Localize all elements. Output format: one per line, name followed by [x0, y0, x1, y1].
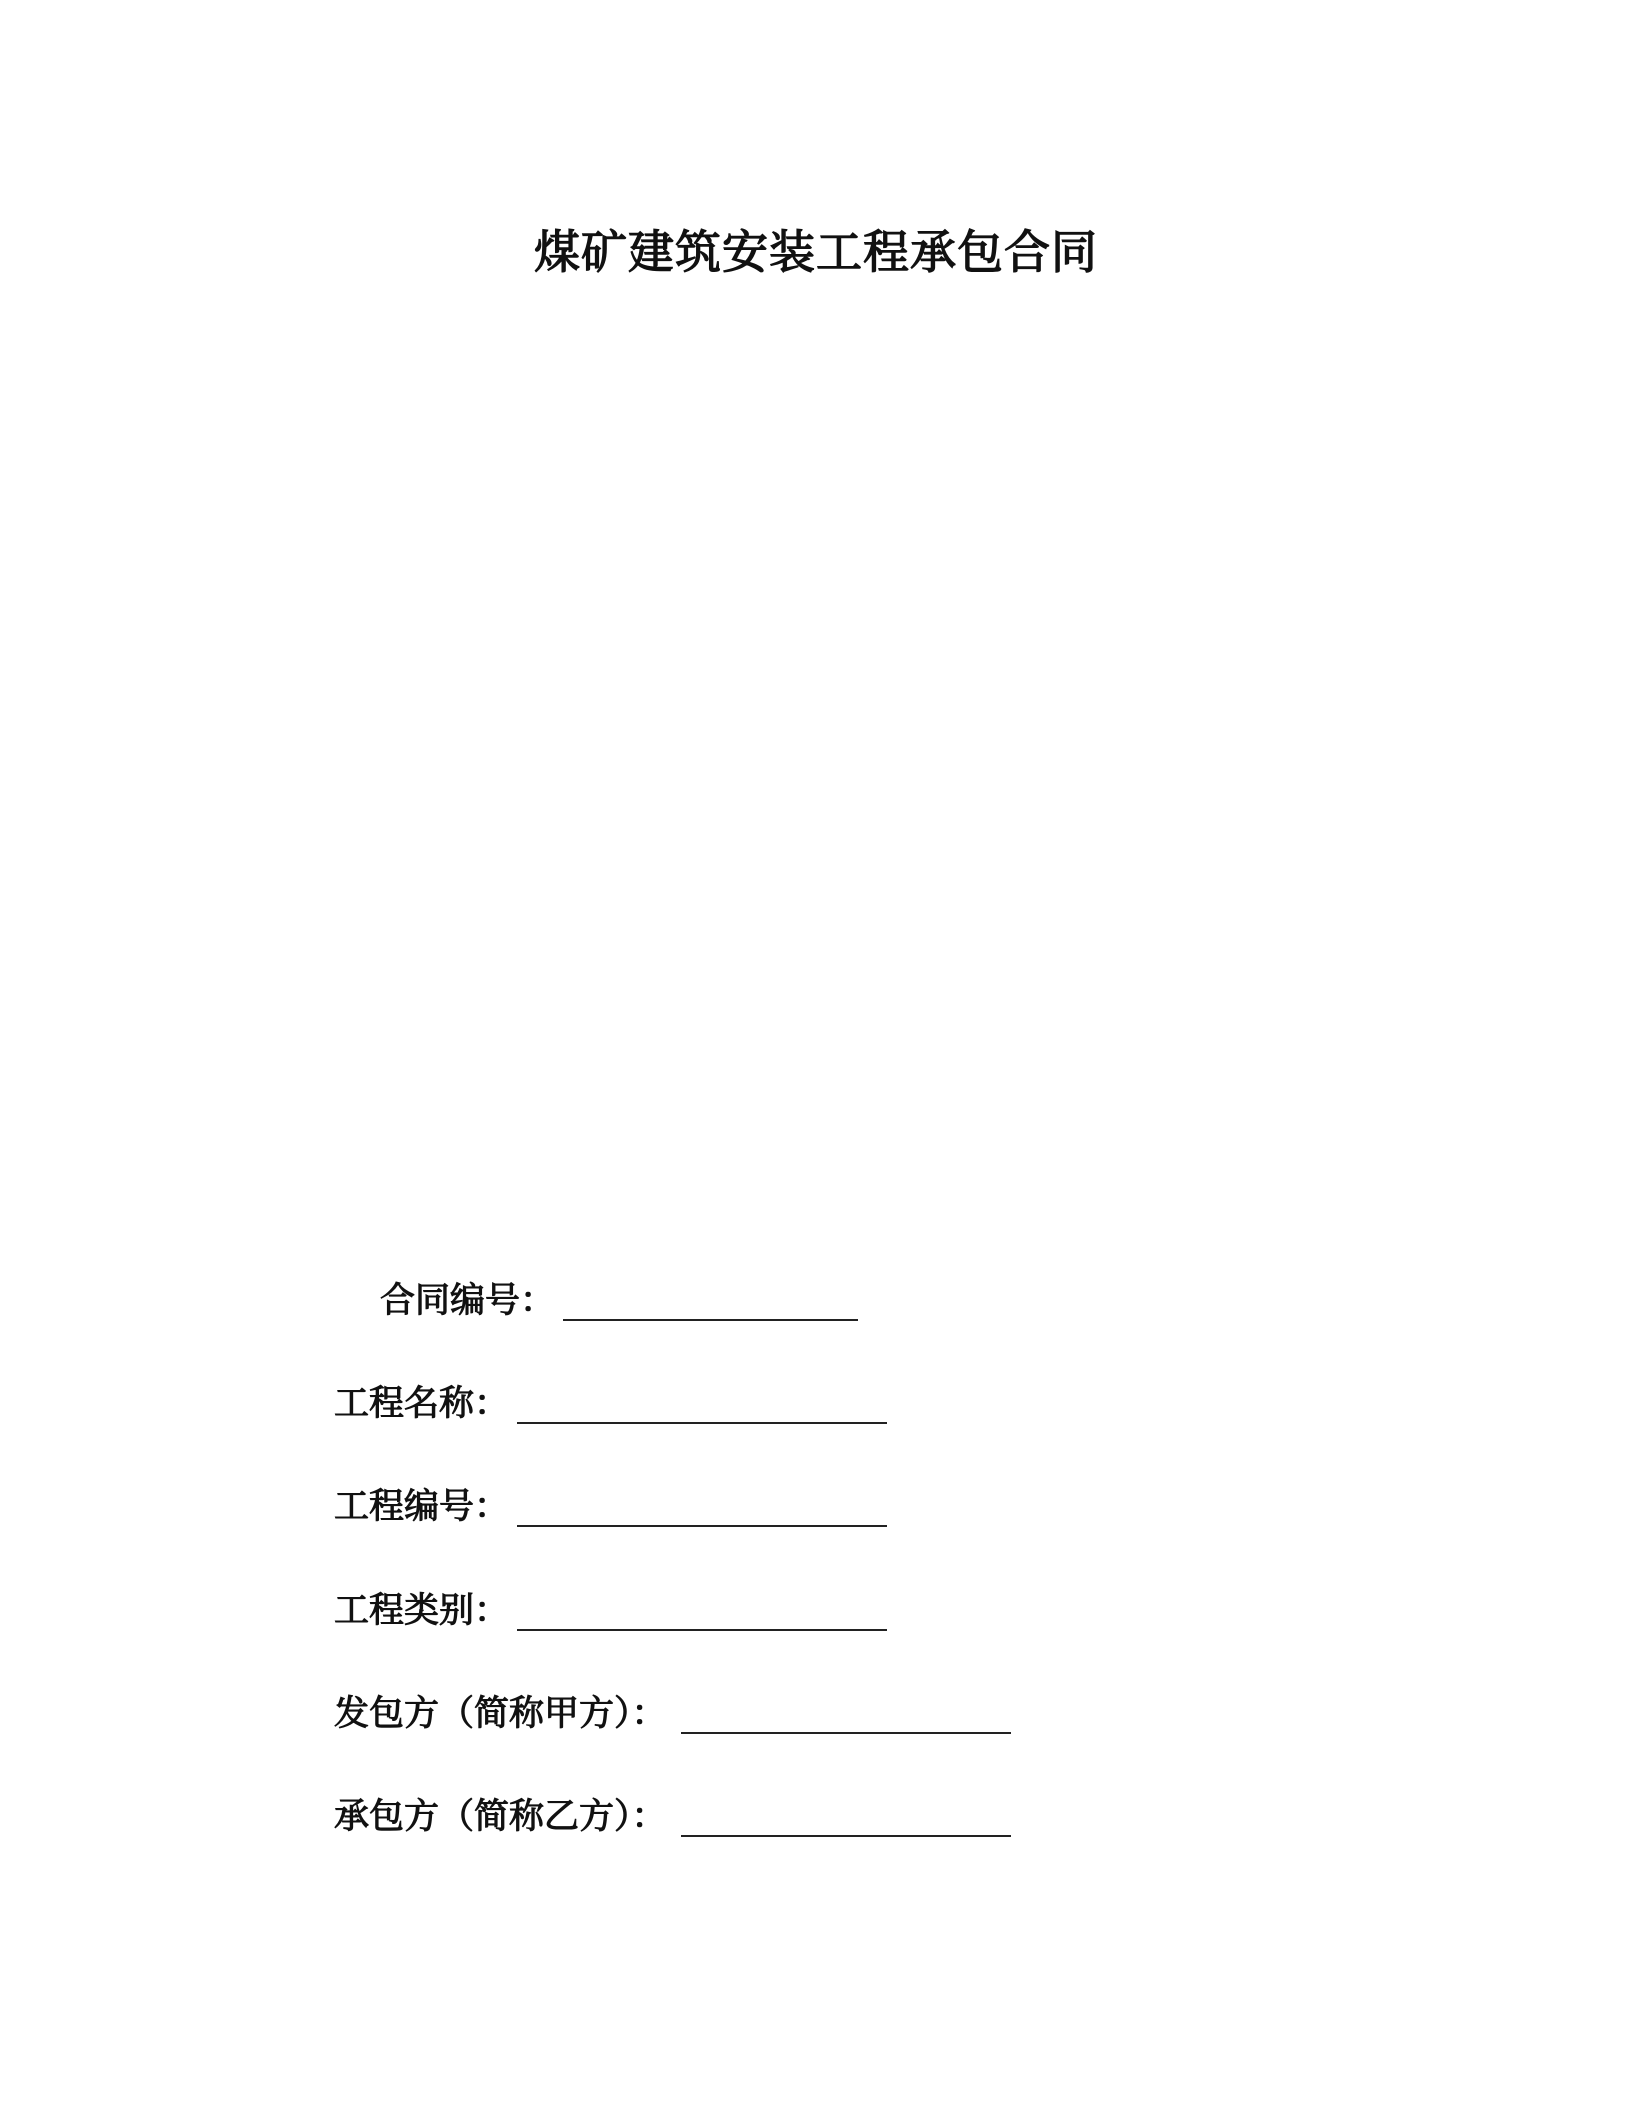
project-number-label: 工程编号： [334, 1487, 510, 1527]
project-name-label: 工程名称： [334, 1384, 510, 1424]
contract-number-label: 合同编号： [380, 1281, 556, 1321]
project-name-field [334, 1378, 887, 1430]
contractor-party-b-label: 承包方（简称乙方）： [334, 1797, 667, 1837]
contractor-party-b-field [334, 1791, 1011, 1843]
project-category-label: 工程类别： [334, 1591, 510, 1631]
contractor-party-b-blank[interactable] [681, 1799, 1011, 1837]
project-category-blank[interactable] [517, 1593, 887, 1631]
project-category-field [334, 1585, 887, 1637]
project-name-blank[interactable] [517, 1386, 887, 1424]
project-number-field [334, 1481, 887, 1533]
contract-number-blank[interactable] [563, 1283, 858, 1321]
contract-number-field [380, 1275, 858, 1327]
employer-party-a-label: 发包方（简称甲方）： [334, 1694, 667, 1734]
employer-party-a-blank[interactable] [681, 1696, 1011, 1734]
project-number-blank[interactable] [517, 1489, 887, 1527]
document-title: 煤矿建筑安装工程承包合同 [534, 225, 1098, 279]
employer-party-a-field [334, 1688, 1011, 1740]
